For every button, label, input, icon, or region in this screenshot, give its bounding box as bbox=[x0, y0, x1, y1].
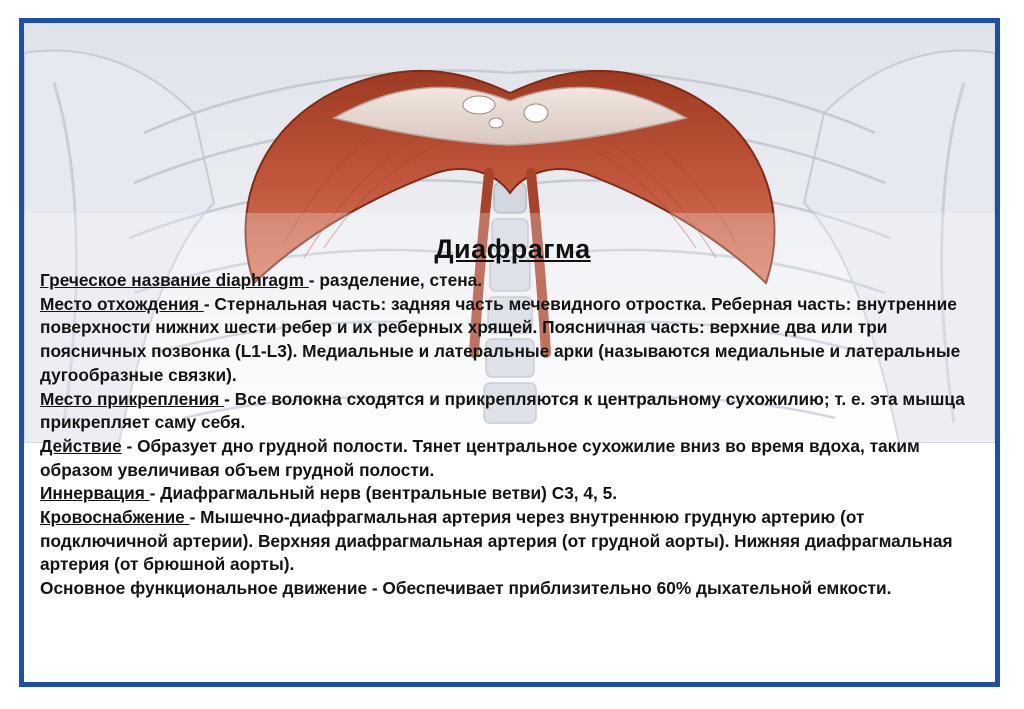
paragraph-blood-supply bbox=[40, 506, 985, 577]
page-title: Диафрагма bbox=[434, 234, 591, 264]
paragraph-insertion bbox=[40, 388, 985, 435]
paragraph-text: Основное функциональное движение - Обеспечивает приблизительно 60% дыхательной емкости. bbox=[40, 578, 892, 599]
paragraph-text: Стернальная часть: задняя часть мечевидного отростка. Реберная часть: внутренние поверхности нижних шести ребер и их реберных хрящей. Поясничная часть: верхние два или три поясничных позвонка (L1-L3). Медиальные и латеральные арки (называются медиальные и латеральные дугообразные связки). bbox=[40, 293, 961, 385]
term-label: Кровоснабжение bbox=[40, 507, 190, 528]
separator: - bbox=[189, 507, 196, 528]
separator: - bbox=[224, 388, 230, 409]
slide-frame bbox=[19, 18, 1000, 687]
paragraph-text: Диафрагмальный нерв (вентральные ветви) C3, 4, 5. bbox=[155, 483, 618, 504]
term-label: Место прикрепления bbox=[40, 388, 225, 409]
text-content bbox=[40, 231, 985, 601]
paragraph-text: разделение, стена. bbox=[314, 270, 483, 290]
term-label: Греческое название diaphragm bbox=[40, 270, 309, 290]
paragraph-action bbox=[40, 435, 985, 482]
term-label: Место отхождения bbox=[40, 293, 204, 314]
paragraph-main-movement bbox=[40, 577, 985, 601]
paragraph-innervation bbox=[40, 482, 985, 506]
paragraph-text: Мышечно-диафрагмальная артерия через внутреннюю грудную артерию (от подключичной артерии). Верхняя диафрагмальная артерия (от грудной аорты). Нижняя диафрагмальная артерия (от брюшной аорты). bbox=[40, 507, 953, 575]
term-label: Иннервация bbox=[40, 483, 150, 504]
term-label: Действие bbox=[40, 435, 122, 456]
paragraph-greek-name bbox=[40, 269, 985, 293]
separator: - bbox=[203, 293, 210, 314]
paragraph-text: Все волокна сходятся и прикрепляются к центральному сухожилию; т. е. эта мышца прикрепляет саму себя. bbox=[40, 388, 965, 433]
separator: - bbox=[308, 270, 315, 290]
paragraph-text: Образует дно грудной полости. Тянет центральное сухожилие вниз во время вдоха, таким образом увеличивая объем грудной полости. bbox=[40, 435, 920, 480]
separator: - bbox=[149, 483, 156, 504]
separator: - bbox=[121, 435, 133, 456]
paragraph-origin bbox=[40, 293, 985, 388]
